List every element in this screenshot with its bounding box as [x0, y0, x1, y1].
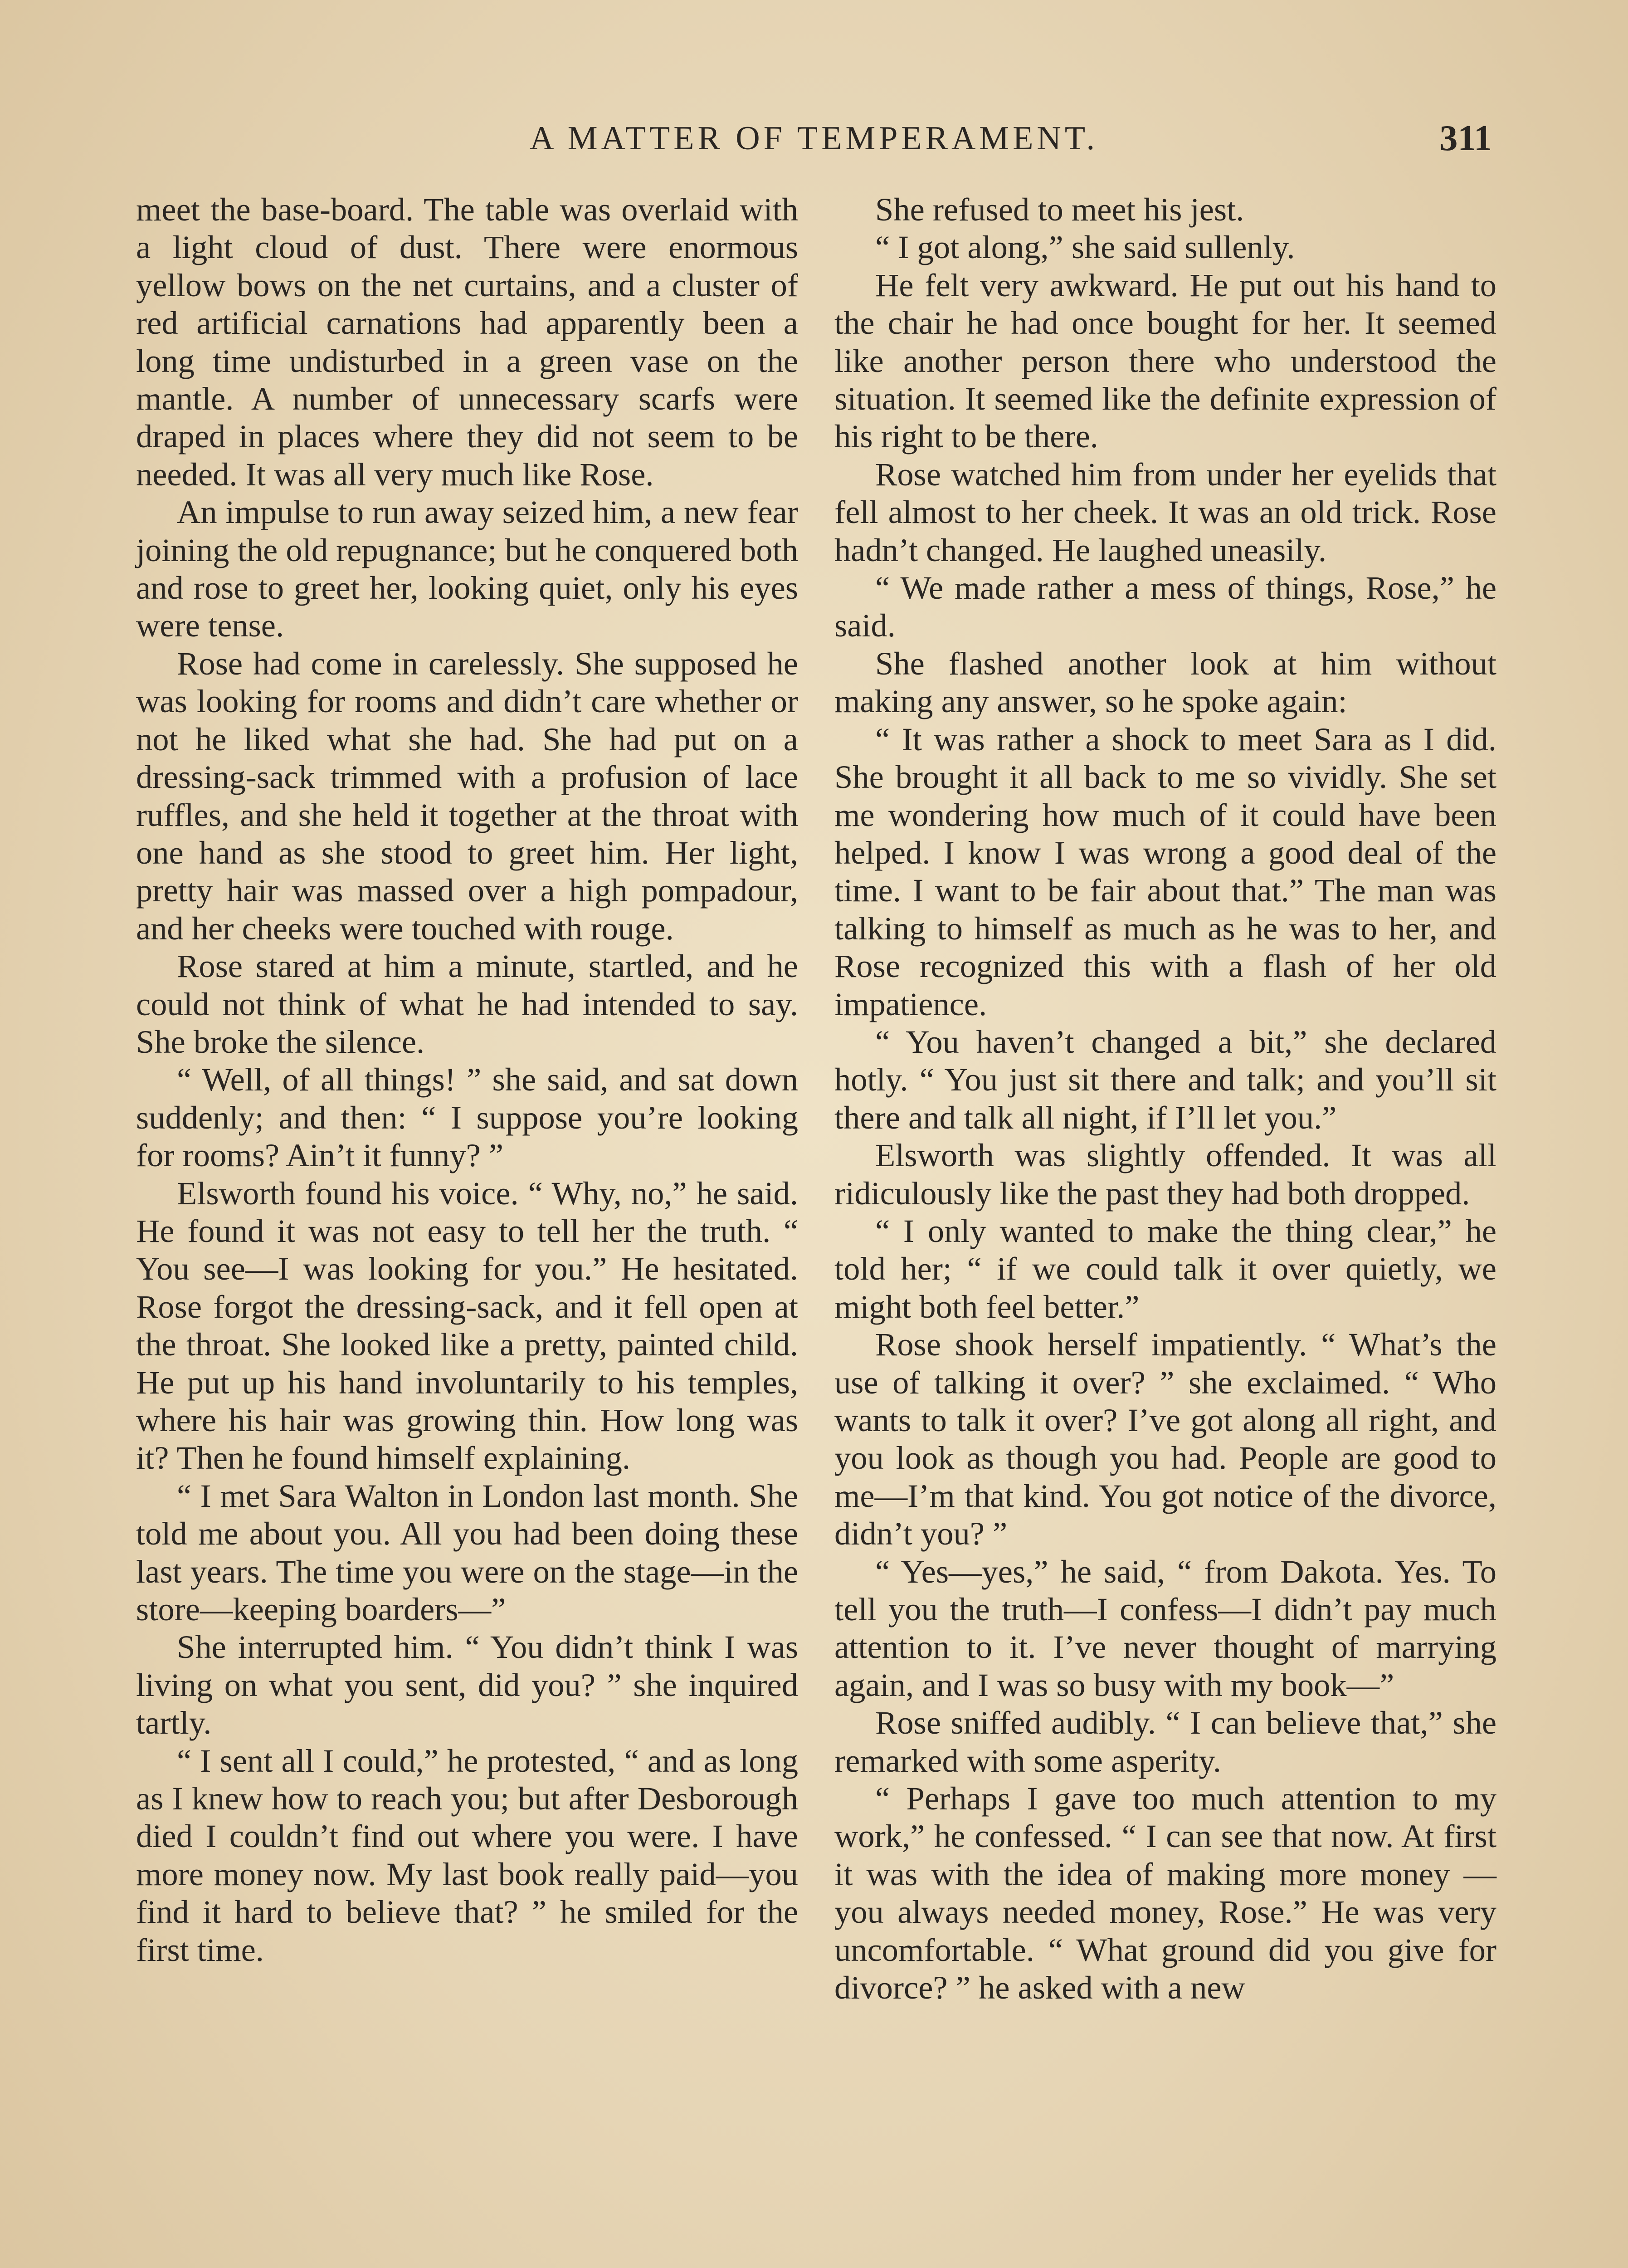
paragraph: Rose shook herself impatiently. “ What’s the use of talking it over? ” she exclaimed. “ Who wants to talk it over? I’ve got along all right, and you look as though you had. People are good to me—I’m that kind. You got notice of the divorce, didn’t you? ”: [834, 1326, 1496, 1552]
paragraph: “ I sent all I could,” he protested, “ and as long as I knew how to reach you; but after Desborough died I couldn’t find out where you were. I have more money now. My last book really paid—you find it hard to believe that? ” he smiled for the first time.: [136, 1742, 798, 1968]
paragraph: She flashed another look at him without making any answer, so he spoke again:: [834, 645, 1496, 720]
page-number: 311: [1439, 118, 1492, 158]
paragraph: “ I got along,” she said sullenly.: [875, 229, 1295, 266]
paragraph: “ Yes—yes,” he said, “ from Dakota. Yes. To tell you the truth—I confess—I didn’t pay much attention to it. I’ve never thought of marrying again, and I was so busy with my book—”: [834, 1553, 1496, 1703]
paragraph: Rose watched him from under her eyelids that fell almost to her cheek. It was an old trick. Rose hadn’t changed. He laughed uneasily.: [834, 455, 1496, 568]
text-columns: [136, 191, 1496, 2268]
paragraph: She refused to meet his jest.: [875, 191, 1244, 228]
paragraph: “ I met Sara Walton in London last month. She told me about you. All you had been doing these last years. The time you were on the stage—in the store—keeping boarders—”: [136, 1477, 798, 1628]
paragraph: “ You haven’t changed a bit,” she declared hotly. “ You just sit there and talk; and you’ll sit there and talk all night, if I’ll let you.”: [834, 1023, 1496, 1136]
paragraph: Elsworth found his voice. “ Why, no,” he said. He found it was not easy to tell her the truth. “ You see—I was looking for you.” He hesitated. Rose forgot the dressing-sack, and it fell open at the throat. She looked like a pretty, painted child. He put up his hand involuntarily to his temples, where his hair was growing thin. How long was it? Then he found himself explaining.: [136, 1174, 798, 1476]
paragraph: He felt very awkward. He put out his hand to the chair he had once bought for her. It seemed like another person there who understood the situation. It seemed like the definite expression of his right to be there.: [834, 266, 1496, 455]
paragraph: “ It was rather a shock to meet Sara as I did. She brought it all back to me so vividly. She set me wondering how much of it could have been helped. I know I was wrong a good deal of the time. I want to be fair about that.” The man was talking to himself as much as he was to her, and Rose recognized this with a flash of her old impatience.: [834, 720, 1496, 1022]
paragraph: Rose stared at him a minute, startled, and he could not think of what he had intended to say. She broke the silence.: [136, 948, 798, 1060]
paragraph: meet the base-board. The table was overlaid with a light cloud of dust. There were enormous yellow bows on the net curtains, and a cluster of red artificial carnations had apparently been a long time undisturbed in a green vase on the mantle. A number of unnecessary scarfs were draped in places where they did not seem to be needed. It was all very much like Rose.: [136, 191, 798, 493]
running-title: A MATTER OF TEMPERAMENT.: [529, 120, 1099, 157]
paragraph: “ Perhaps I gave too much attention to my work,” he confessed. “ I can see that now. At first it was with the idea of making more money — you always needed money, Rose.” He was very uncomfortable. “ What ground did you give for divorce? ” he asked with a new: [834, 1780, 1496, 2006]
paragraph: Elsworth was slightly offended. It was all ridiculously like the past they had both dropped.: [834, 1137, 1496, 1212]
paragraph: “ We made rather a mess of things, Rose,” he said.: [834, 569, 1496, 644]
paragraph: Rose sniffed audibly. “ I can believe that,” she remarked with some asperity.: [834, 1704, 1496, 1779]
left-column: [136, 191, 798, 2268]
paragraph: “ Well, of all things! ” she said, and sat down suddenly; and then: “ I suppose you’re looking for rooms? Ain’t it funny? ”: [136, 1061, 798, 1174]
paragraph: An impulse to run away seized him, a new fear joining the old repugnance; but he conquered both and rose to greet her, looking quiet, only his eyes were tense.: [136, 494, 798, 644]
paragraph: She interrupted him. “ You didn’t think I was living on what you sent, did you? ” she inquired tartly.: [136, 1628, 798, 1741]
page-header: [136, 113, 1492, 163]
right-column: [834, 191, 1496, 2268]
paragraph: “ I only wanted to make the thing clear,” he told her; “ if we could talk it over quietly, we might both feel better.”: [834, 1212, 1496, 1325]
paragraph: Rose had come in carelessly. She supposed he was looking for rooms and didn’t care whether or not he liked what she had. She had put on a dressing-sack trimmed with a profusion of lace ruffles, and she held it together at the throat with one hand as she stood to greet him. Her light, pretty hair was massed over a high pompadour, and her cheeks were touched with rouge.: [136, 645, 798, 947]
